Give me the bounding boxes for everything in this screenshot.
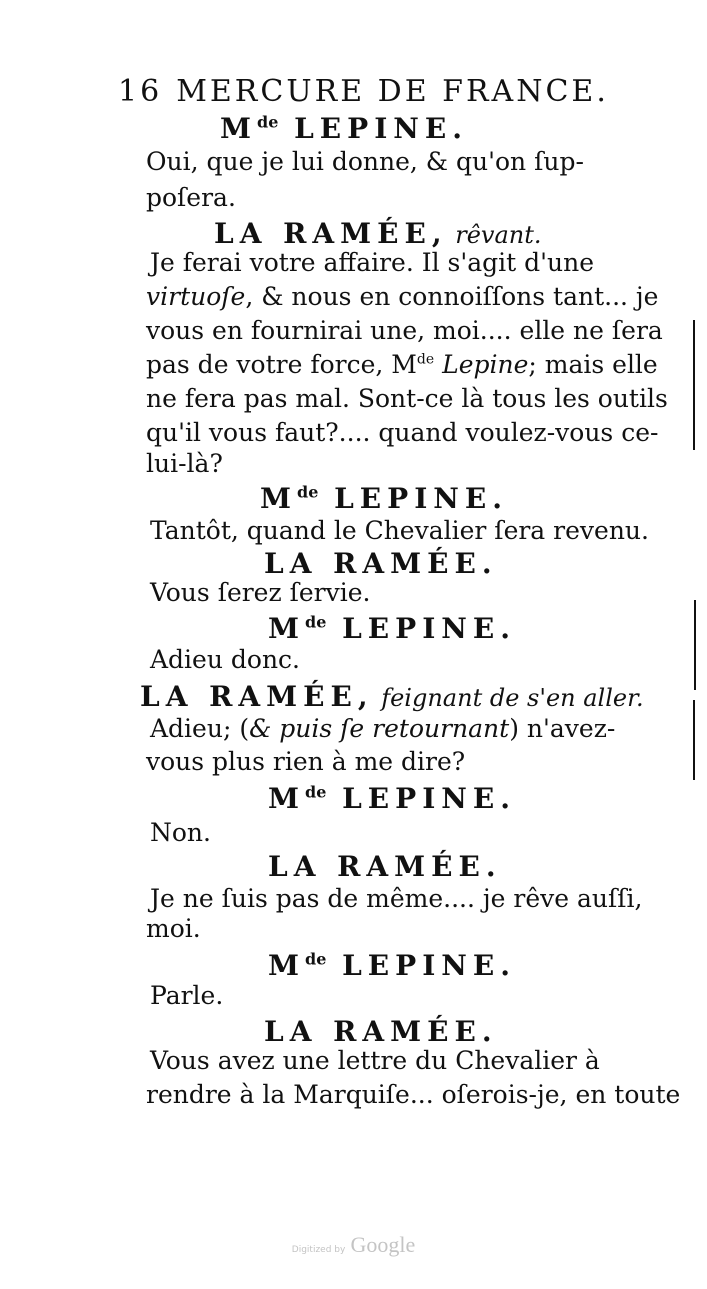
speaker-title-sup: de bbox=[305, 782, 327, 802]
running-title: MERCURE DE FRANCE. bbox=[176, 74, 609, 109]
text-segment: Je ne ſuis pas de même.... je rêve auſſi, bbox=[150, 884, 643, 913]
google-brand: Google bbox=[350, 1232, 416, 1257]
text-line bbox=[150, 248, 594, 277]
text-segment: Parle. bbox=[150, 981, 224, 1010]
text-line bbox=[146, 316, 663, 345]
text-segment: , & nous en connoiſſons tant... je bbox=[245, 282, 659, 311]
text-segment: rendre à la Marquiſe... oſerois-je, en toute bbox=[146, 1080, 681, 1109]
text-line bbox=[146, 350, 658, 379]
stage-direction: rêvant. bbox=[447, 221, 542, 249]
speaker-heading bbox=[268, 949, 516, 982]
speaker-name: LEPINE. bbox=[326, 782, 516, 815]
text-line bbox=[150, 981, 223, 1010]
text-line bbox=[150, 884, 642, 913]
text-segment: Adieu; ( bbox=[150, 714, 250, 743]
speaker-name: LA RAMÉE. bbox=[264, 1015, 498, 1048]
digitization-footer bbox=[0, 1232, 707, 1258]
text-segment: qu'il vous faut?.... quand voulez-vous ce- bbox=[146, 418, 659, 447]
speaker-heading bbox=[264, 547, 498, 580]
text-segment: Je ferai votre affaire. Il s'agit d'une bbox=[150, 248, 595, 277]
speaker-heading bbox=[268, 612, 516, 645]
speaker-name: LA RAMÉE, bbox=[214, 217, 448, 250]
text-line bbox=[150, 818, 211, 847]
digitized-label: Digitized by bbox=[291, 1245, 346, 1255]
text-line bbox=[150, 645, 300, 674]
text-line bbox=[150, 578, 370, 607]
text-segment: Vous avez une lettre du Chevalier à bbox=[150, 1046, 600, 1075]
text-segment: virtuoſe bbox=[146, 282, 246, 311]
speaker-heading bbox=[268, 782, 516, 815]
text-segment: de bbox=[416, 351, 435, 368]
text-line bbox=[146, 384, 668, 413]
speaker-heading bbox=[264, 1015, 498, 1048]
text-line bbox=[146, 914, 201, 943]
margin-mark bbox=[693, 700, 695, 780]
speaker-title-sup: de bbox=[257, 112, 279, 132]
text-segment: Tantôt, quand le Chevalier ſera revenu. bbox=[150, 516, 649, 545]
text-segment: moi. bbox=[146, 914, 201, 943]
speaker-heading bbox=[260, 482, 508, 515]
speaker-title: M bbox=[220, 112, 257, 145]
text-line bbox=[146, 1080, 680, 1109]
margin-mark bbox=[693, 320, 695, 450]
text-segment: pas de votre force, M bbox=[146, 350, 417, 379]
speaker-name: LEPINE. bbox=[278, 112, 468, 145]
speaker-heading bbox=[268, 850, 502, 883]
text-segment: Oui, que je lui donne, & qu'on ſup- bbox=[146, 147, 584, 176]
text-segment: vous plus rien à me dire? bbox=[146, 747, 466, 776]
text-segment: Adieu donc. bbox=[150, 645, 300, 674]
speaker-name: LEPINE. bbox=[326, 612, 516, 645]
text-segment: Vous ſerez ſervie. bbox=[150, 578, 371, 607]
margin-mark bbox=[694, 600, 696, 690]
text-line bbox=[150, 714, 615, 743]
text-line bbox=[146, 418, 658, 447]
text-segment: Non. bbox=[150, 818, 211, 847]
speaker-name: LEPINE. bbox=[318, 482, 508, 515]
stage-direction: feignant de s'en aller. bbox=[373, 684, 644, 712]
text-segment: lui-là? bbox=[146, 449, 223, 478]
text-line bbox=[146, 282, 658, 311]
speaker-heading bbox=[214, 217, 542, 250]
text-segment: Lepine bbox=[442, 350, 529, 379]
text-segment: ; mais elle bbox=[528, 350, 658, 379]
text-segment: vous en fournirai une, moi.... elle ne ſera bbox=[146, 316, 663, 345]
text-segment: ) n'avez- bbox=[509, 714, 616, 743]
text-line bbox=[146, 747, 465, 776]
speaker-name: LEPINE. bbox=[326, 949, 516, 982]
text-segment: & puis ſe retournant bbox=[249, 714, 510, 743]
speaker-title: M bbox=[268, 612, 305, 645]
speaker-title-sup: de bbox=[305, 612, 327, 632]
text-line bbox=[150, 1046, 600, 1075]
speaker-heading bbox=[140, 680, 644, 713]
text-line bbox=[146, 449, 223, 478]
speaker-title: M bbox=[260, 482, 297, 515]
speaker-name: LA RAMÉE. bbox=[268, 850, 502, 883]
speaker-title-sup: de bbox=[305, 949, 327, 969]
text-line bbox=[150, 516, 649, 545]
text-segment: poſera. bbox=[146, 183, 236, 212]
text-line bbox=[146, 183, 236, 212]
speaker-title: M bbox=[268, 949, 305, 982]
speaker-heading bbox=[220, 112, 468, 145]
text-line bbox=[146, 147, 584, 176]
running-header bbox=[118, 74, 609, 109]
page-number: 16 bbox=[118, 74, 163, 109]
speaker-name: LA RAMÉE. bbox=[264, 547, 498, 580]
speaker-title-sup: de bbox=[297, 482, 319, 502]
text-segment: ne fera pas mal. Sont-ce là tous les outils bbox=[146, 384, 668, 413]
speaker-name: LA RAMÉE, bbox=[140, 680, 374, 713]
speaker-title: M bbox=[268, 782, 305, 815]
text-segment bbox=[434, 350, 442, 379]
